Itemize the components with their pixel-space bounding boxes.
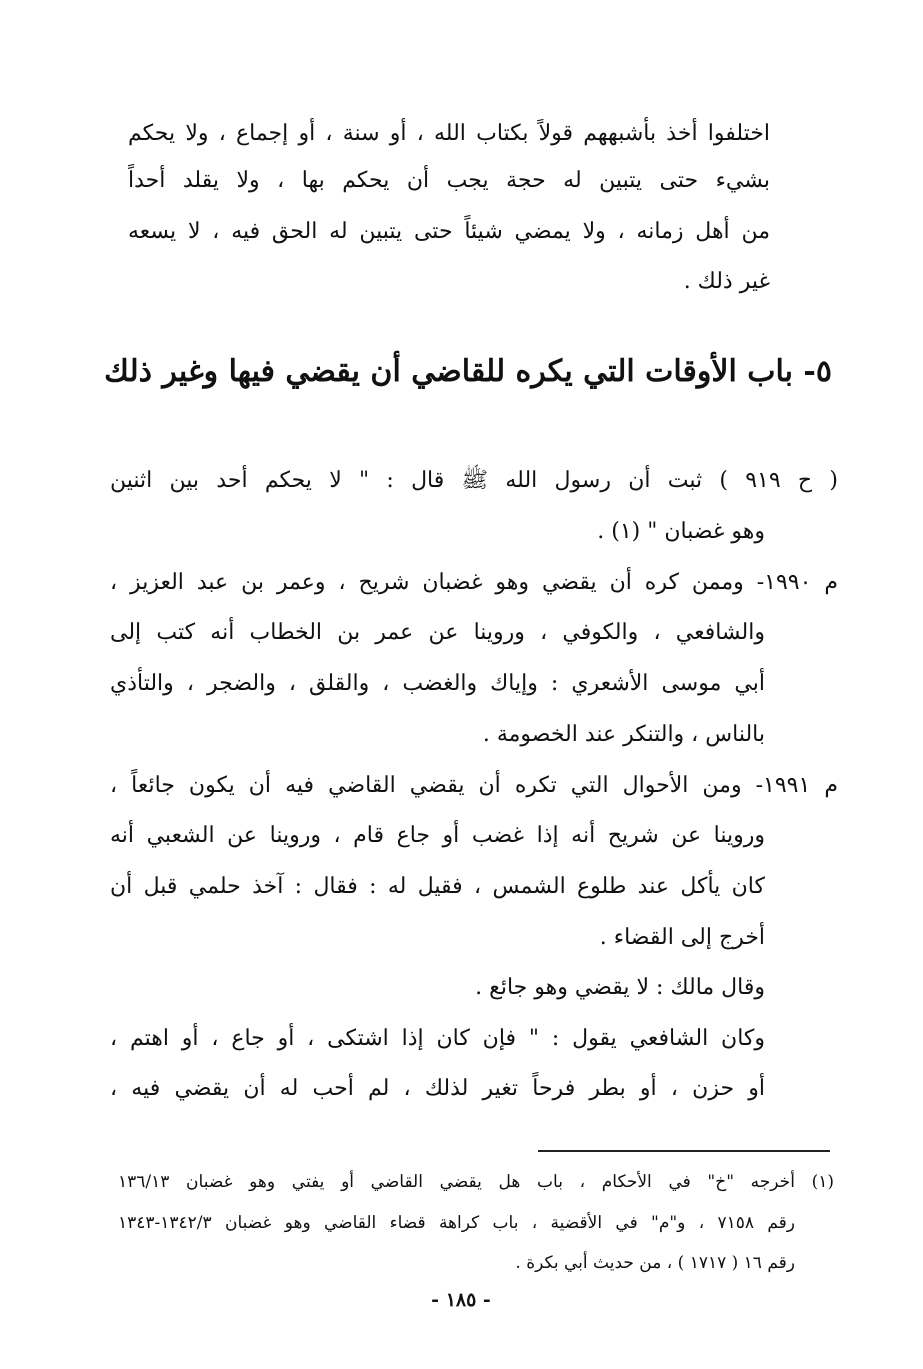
paragraph-line: وروينا عن شريح أنه إذا غضب أو جاع قام ، وروينا عن الشعبي أنه [110,823,765,848]
paragraph-line: وكان الشافعي يقول : " فإن كان إذا اشتكى ، أو جاع ، أو اهتم ، [110,1026,765,1051]
hadith-line: وهو غضبان " (١) . [597,519,765,544]
intro-line: بشيء حتى يتبين له حجة يجب أن يحكم بها ، ولا يقلد أحداً [128,168,770,193]
paragraph-line: والشافعي ، والكوفي ، وروينا عن عمر بن الخطاب أنه كتب إلى [110,620,765,645]
hadith-line: ( ح ٩١٩ ) ثبت أن رسول الله ﷺ قال : " لا يحكم أحد بين اثنين [110,468,838,493]
paragraph-line: م ١٩٩١- ومن الأحوال التي تكره أن يقضي القاضي فيه أن يكون جائعاً ، [110,773,838,798]
section-heading: ٥- باب الأوقات التي يكره للقاضي أن يقضي فيها وغير ذلك [104,354,832,389]
paragraph-line: أخرج إلى القضاء . [599,925,765,950]
intro-line: غير ذلك . [683,269,770,294]
intro-line: اختلفوا أخذ بأشبههم قولاً بكتاب الله ، أو سنة ، أو إجماع ، ولا يحكم [128,121,770,146]
footnote-separator [538,1150,830,1152]
paragraph-line: م ١٩٩٠- وممن كره أن يقضي وهو غضبان شريح ، وعمر بن عبد العزيز ، [110,570,838,595]
paragraph-line: وقال مالك : لا يقضي وهو جائع . [475,975,765,1000]
page-number: - ١٨٥ - [431,1289,491,1311]
paragraph-line: أو حزن ، أو بطر فرحاً تغير لذلك ، لم أحب له أن يقضي فيه ، [110,1076,765,1101]
intro-line: من أهل زمانه ، ولا يمضي شيئاً حتى يتبين له الحق فيه ، لا يسعه [128,219,770,244]
paragraph-line: أبي موسى الأشعري : وإياك والغضب ، والقلق ، والضجر ، والتأذي [110,671,765,696]
footnote-line: (١) أخرجه "خ" في الأحكام ، باب هل يقضي القاضي أو يفتي وهو غضبان ١٣٦/١٣ [118,1172,834,1192]
paragraph-line: كان يأكل عند طلوع الشمس ، فقيل له : فقال : آخذ حلمي قبل أن [110,874,765,899]
footnote-line: رقم ١٦ ( ١٧١٧ ) ، من حديث أبي بكرة . [515,1253,795,1273]
footnote-line: رقم ٧١٥٨ ، و"م" في الأقضية ، باب كراهة قضاء القاضي وهو غضبان ١٣٤٢/٣-١٣٤٣ [118,1213,795,1233]
paragraph-line: بالناس ، والتنكر عند الخصومة . [482,722,765,747]
